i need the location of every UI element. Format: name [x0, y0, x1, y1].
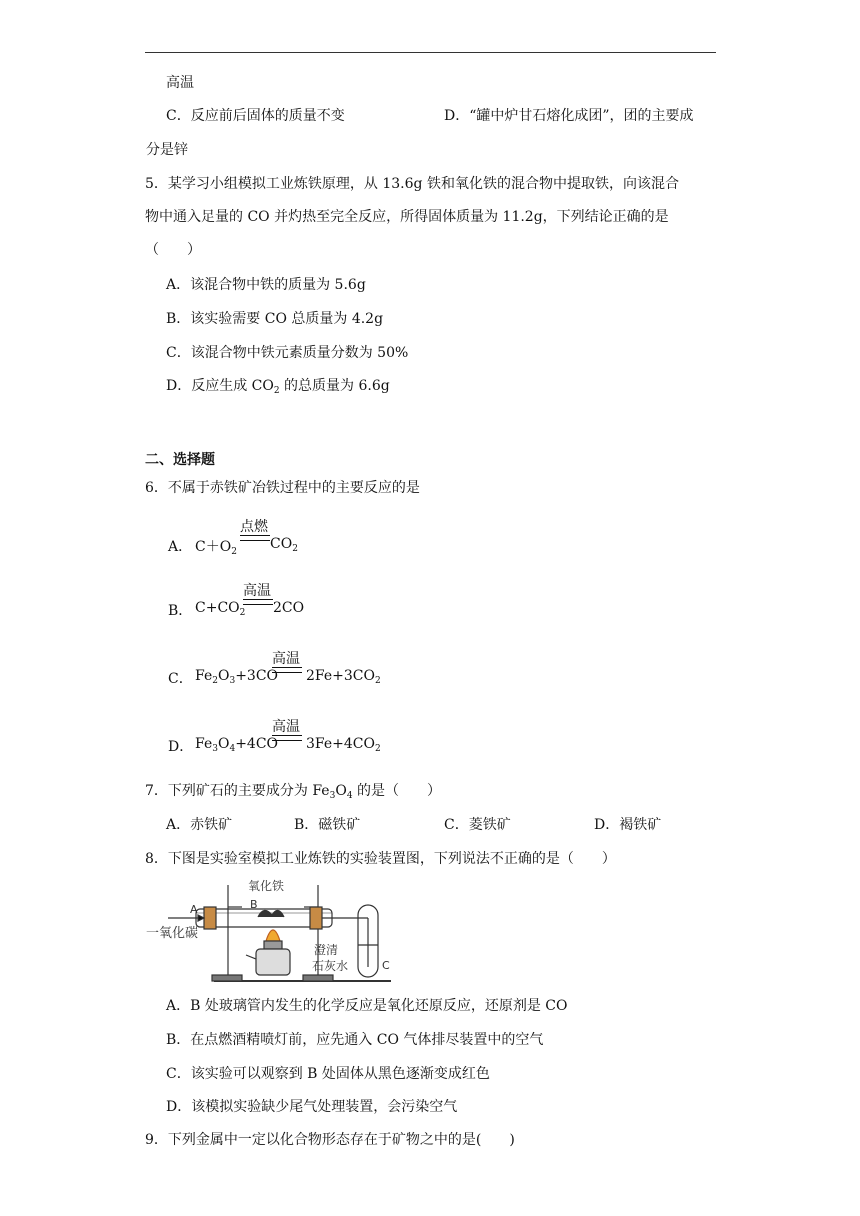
q5-stem-3: （ ）	[145, 242, 201, 258]
q4-option-d-cont: 分是锌	[146, 142, 188, 158]
q9-stem: 9．下列金属中一定以化合物形态存在于矿物之中的是( )	[145, 1132, 515, 1148]
q7-option-c: C．菱铁矿	[444, 817, 511, 833]
q5-option-d: D．反应生成 $CO_2$ 的总质量为 6.6g	[166, 378, 390, 396]
label-limewater-2: 石灰水	[312, 959, 349, 973]
q6-option-c: C． $Fe_2O_3+3CO$ 高温 $2Fe+3CO_2$	[168, 651, 381, 687]
q5-option-c: C．该混合物中铁元素质量分数为 50%	[166, 345, 409, 361]
header-rule	[145, 52, 716, 53]
q4-option-d: D．“罐中炉甘石熔化成团”，团的主要成	[444, 108, 694, 124]
q7-stem: 7．下列矿石的主要成分为 $Fe_3O_4$ 的是（ ）	[145, 783, 441, 801]
q6-stem: 6．不属于赤铁矿冶铁过程中的主要反应的是	[145, 480, 420, 496]
label-fe2o3: 氧化铁	[248, 879, 285, 893]
q7-option-d: D．褐铁矿	[594, 817, 662, 833]
q6-option-b: B． $C+CO_2$ 高温 2CO	[168, 583, 305, 619]
q8-option-a: A．B 处玻璃管内发生的化学反应是氧化还原反应，还原剂是 CO	[166, 998, 568, 1014]
section-heading: 二、选择题	[145, 452, 215, 468]
label-b: B	[250, 898, 258, 911]
q5-stem-1: 5．某学习小组模拟工业炼铁原理，从 13.6g 铁和氧化铁的混合物中提取铁，向该混合	[145, 176, 679, 192]
top-line-1: 高温	[166, 75, 194, 91]
apparatus-figure	[146, 877, 396, 985]
q4-option-c: C．反应前后固体的质量不变	[166, 108, 345, 124]
q7-option-a: A．赤铁矿	[166, 817, 233, 833]
q8-option-b: B．在点燃酒精喷灯前，应先通入 CO 气体排尽装置中的空气	[166, 1032, 544, 1048]
label-a: A	[190, 903, 198, 916]
q8-stem: 8．下图是实验室模拟工业炼铁的实验装置图，下列说法不正确的是（ ）	[145, 851, 616, 867]
q7-option-b: B．磁铁矿	[294, 817, 361, 833]
label-limewater-1: 澄清	[314, 943, 339, 957]
q5-stem-2: 物中通入足量的 CO 并灼热至完全反应，所得固体质量为 11.2g，下列结论正确的是	[145, 209, 669, 225]
q5-option-b: B．该实验需要 CO 总质量为 4.2g	[166, 311, 384, 327]
q5-option-a: A．该混合物中铁的质量为 5.6g	[166, 277, 366, 293]
q8-option-c: C．该实验可以观察到 B 处固体从黑色逐渐变成红色	[166, 1066, 490, 1082]
q6-option-d: D． $Fe_3O_4+4CO$ 高温 $3Fe+4CO_2$	[168, 719, 381, 755]
q8-option-d: D．该模拟实验缺少尾气处理装置，会污染空气	[166, 1099, 458, 1115]
label-c: C	[382, 959, 390, 972]
label-co: 一氧化碳	[146, 926, 199, 941]
q6-option-a: A． $C+O_2$ 点燃 $CO_2$	[168, 519, 298, 557]
